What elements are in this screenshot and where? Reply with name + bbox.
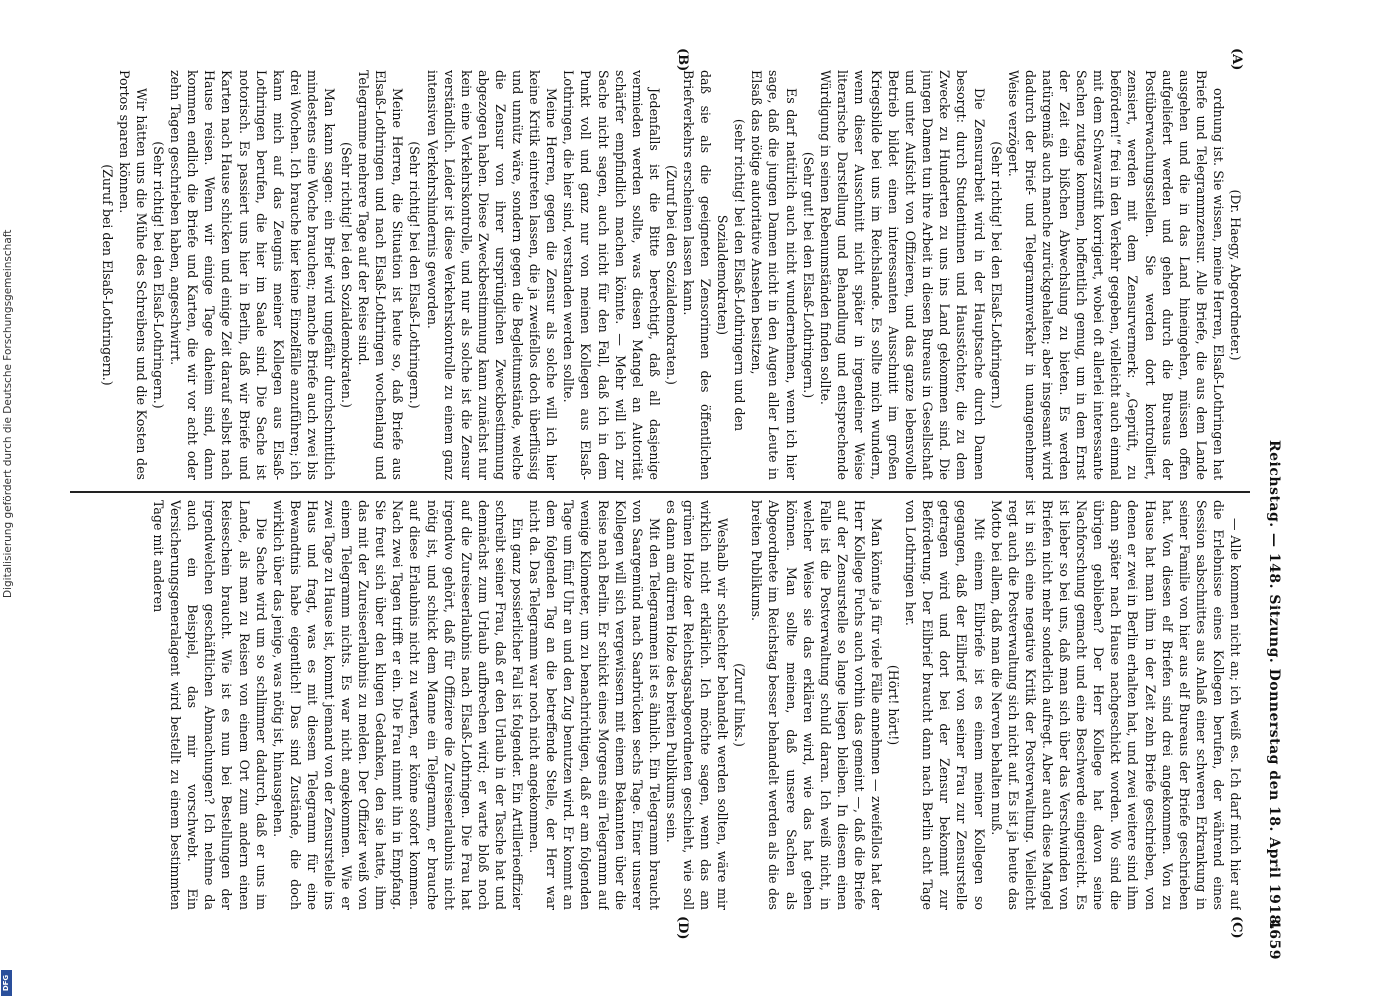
rotated-document-page <box>10 0 1310 1000</box>
column-divider <box>70 491 1250 493</box>
paragraph: Man kann sagen: ein Brief wird ungefähr durchschnittlich mindestens eine Woche brauchen; manche Briefe auch zwei bis drei Wochen. Ich brauche hier keine Einzelfälle anzuführen; ich kann mich auf das Zeugnis meiner Kollegen aus Elsaß-Lothringen berufen, die hier im Saale sind. Die Sache ist notorisch. Es passiert uns hier in Berlin, daß wir Briefe und Karten nach Hause schicken und einige Zeit darauf selbst nach Hause reisen. Wenn wir einige Tage daheim sind, dann kommen endlich die Briefe und Karten, die wir vor acht oder zehn Tagen geschrieben haben, angeschwirrt. <box>168 70 338 480</box>
interjection-line: (sehr richtig! bei den Elsaß-Lothringern und den Sozialdemokraten) <box>715 118 748 432</box>
interjection-line: (Zuruf links.) <box>732 663 748 747</box>
paragraph: ordnung ist. Sie wissen, meine Herren, Elsaß-Lothringen hat Briefe und Telegrammzensur. Alle Briefe, die aus dem Lande ausgehen und die in das Land hineingehen, müssen offen aufgeliefert werden und gehen durch die Bureaus der Postüberwachungsstellen. Sie werden dort kontrolliert, zensiert, werden mit dem Zensurvermerk: „Geprüft, zu befördern!“ frei in den Verkehr gegeben, vielleicht auch einmal mit dem Schwarzstift korrigiert, wobei oft allerlei interessante Sachen zutage kommen, hoffentlich gemug, um in dem Ernst der Zeit ein bißchen Abwechslung zu bieten. Es werden natürgemäß auch manche zurückgehalten; aber insgesamt wird dadurch der Brief- und Telegrammverkehr in unangenehmer Weise verzögert. <box>1005 70 1226 480</box>
paragraph: Weshalb wir schlechter behandelt werden sollten, wäre mir wirklich nicht erklärlich. Ich möchte sagen, wenn das am grünen Holze der Reichstagsabgeordneten geschieht, wie soll es dann am dürren Holze des breiten Publikums sein. <box>663 500 731 910</box>
margin-marker-d: (D) <box>675 916 690 940</box>
interjection-line: (Zuruf bei den Elsaß-Lothringern.) <box>99 164 115 386</box>
paragraph: Man könnte ja für viele Fälle annehmen — zweifellos hat der Herr Kollege Fuchs auch vorhin das gemeint —, daß die Briefe auf der Zensurstelle so lange liegen bleiben. In diesem einen Falle ist die Postverwaltung schuld daran. Ich weiß nicht, in welcher Weise sie das erklären wird, wie das hat gehen können. Man sollte meinen, daß unsere Sachen als Abgeordnete im Reichstag besser behandelt werden als die des breiten Publikums. <box>749 500 885 910</box>
page-header <box>1258 60 1282 960</box>
interjection-line: (Sehr richtig! bei den Sozialdemokraten.) <box>339 142 355 408</box>
dfg-logo-text: DFG <box>2 974 11 992</box>
interjection-line: (Sehr gut! bei den Elsaß-Lothringern.) <box>800 151 816 399</box>
page-number: 4659 <box>1266 919 1282 960</box>
paragraph: daß sie als die geeigneten Zensorinnen des öffentlichen Briefverkehrs erscheinen lassen kann. <box>681 70 714 480</box>
paragraph: Ein ganz possierlicher Fall ist folgender. Ein Artillerieoffizier schreibt seiner Frau, daß er den Urlaub in der Tasche hat und demnächst zum Urlaub aufbrechen wird; er warte bloß noch auf die Zureiseerlaubnis nach Elsaß-Lothringen. Die Frau hat irgendwo gehört, daß für Offiziere die Zureiseerlaubnis nicht nötig ist, und schickt dem Manne ein Telegramm, er brauche auf diese Erlaubnis nicht zu warten, er könne sofort kommen. Nach zwei Tagen trifft er ein. Die Frau nimmt ihn in Empfang. Sie freut sich über den klugen Gedanken, den sie hatte, ihm das mit der Zureiseerlaubnis zu melden. Der Offizier weiß von einem Telegramm nichts. Es war nicht angekommen. Wie er zwei Tage zu Hause ist, kommt jemand von der Zensurstelle ins Haus und fragt, was es mit diesem Telegramm für eine Bewandtnis habe eigentlich! Das sind Zustände, die doch wirklich über das jenige, was nötig ist, hinausgehen. <box>270 500 526 910</box>
paragraph: Die Zensurarbeit wird in der Hauptsache durch Damen besorgt: durch Studentinnen und Hausstöchter, die zu dem Zwecke zu Hunderten zu uns ins Land gekommen sind. Die jungen Damen tun ihre Arbeit in diesen Bureaus in Gesellschaft und unter Aufsicht von Offizieren, und das ganze lebensvolle Betrieb bildet einen interessanten Ausschnitt im großen Kriegsbilde bei uns im Reichslande. Es sollte mich wundern, wenn dieser Ausschnitt nicht später in irgendeiner Weise literarische Darstellung und Behandlung und entsprechende Würdigung in seinen Rebenumständen finden sollte. <box>817 70 987 480</box>
interjection-line: (Sehr richtig! bei den Elsaß-Lothringern.) <box>988 141 1004 409</box>
margin-marker-b: (B) <box>675 48 690 72</box>
interjection-line: (Hört! hört!) <box>886 664 902 746</box>
paragraph: Es darf natürlich auch nicht wundernehmen, wenn ich hier sage, daß die jungen Damen nicht in den Augen aller Leute in Elsaß das nötige autoritative Ansehen besitzen, <box>749 70 799 480</box>
left-text-column <box>74 70 1244 480</box>
interjection-line: (Dr. Haegy, Abgeordneter.) <box>1228 189 1243 361</box>
paragraph: — Alle kommen nicht an; ich weiß es. Ich darf mich hier auf die Erlebnisse eines Kollegen berufen, der während eines Session sabschnittes aus Anlaß einer schweren Erkrankung in seiner Familie von hier aus elf Bureaus der Briefe geschrieben hat. Von diesen elf Briefen sind drei angekommen. Von zu Hause hat man ihm in der Zeit zehn Briefe geschrieben, von denen er zwei in Berlin erhalten hat, und zwei weitere sind ihm dann später nach Hause nachgeschickt worden. Wo sind die übrigen geblieben? Der Herr Kollege hat davon seine Nachforschung gemacht und eine Beschwerde eingereicht. Es ist lieber so bei uns, daß man sich über das Verschwinden von Briefen nicht mehr sonderlich aufregt. Aber auch diese Mangel ist in sich eine negative Kritik der Postverwaltung. Vielleicht regt auch die Postverwaltung sich nicht auf. Es ist ja heute das Motto bei allem, daß man die Nerven behalten muß. <box>988 500 1243 910</box>
paragraph: Wir hätten uns die Mühe des Schreibens und die Kosten des Portos sparen können. <box>116 70 149 480</box>
interjection-line: (Zuruf bei den Sozialdemokraten.) <box>663 165 679 385</box>
paragraph: Mit den Telegrammen ist es ähnlich. Ein Telegramm braucht von Saargemünd nach Saarbrücken sechs Tage. Einer unserer Kollegen will sich vergewissern mit einem Bekannten über die Reise nach Berlin. Er schickt eines Morgens ein Telegramm auf wenige Kilometer, um zu benachrichtigen, daß er am folgenden Tage um fünf Uhr an und den Zug benutzen wird. Er kommt an dem folgenden Tag an die betreffende Stelle, der Herr war nicht da. Das Telegramm war noch nicht angekommen. <box>527 500 662 910</box>
right-text-column <box>74 500 1244 910</box>
interjection-line: (Sehr richtig! bei den Elsaß-Lothringern.) <box>407 141 423 409</box>
page-title: Reichstag. — 148. Sitzung. Donnerstag den 18. April 1918. <box>1266 440 1282 931</box>
margin-marker-a: (A) <box>1229 48 1244 71</box>
paragraph: Die Sache wird um so schlimmer dadurch, daß er uns im Lande, als man zu Reisen von einem Ort zum andern einen Reiseschein braucht. Wie ist es nun bei Bestellungen der irgendwelchen geschäftlichen Abmachungen? Ich nehme da auch ein Beispiel, das mir vorschwebt. Ein Versicherungsgeneralagent wird bestellt zu einem bestimmten Tage mit anderen <box>151 500 269 910</box>
paragraph: Meine Herren, die Situation ist heute so, daß Briefe aus Elsaß-Lothringen und nach Elsaß-Lothringen wochenlang und Telegramme mehrere Tage auf der Reise sind. <box>356 70 406 480</box>
paragraph: Mit einem Eilbriefe ist es einem meiner Kollegen so gegangen, daß der Eilbrief von seiner Frau zur Zensurstelle getragen wird und dort bei der Zensur bekommt zur Beförderung. Der Eilbrief braucht dann nach Berlin acht Tage von Lothringen her. <box>903 500 987 910</box>
digitization-credit: Digitalisierung gefördert durch die Deutsche Forschungsgemeinschaft <box>2 229 14 598</box>
paragraph: Jedenfalls ist die Bitte berechtigt, daß all dasjenige vermieden werden sollte, was diesen Mangel an Autorität schärfer empfindlich machen könnte. — Mehr will ich zur Sache nicht sagen, auch nicht für den Fall, daß ich in dem Punkt voll und ganz nur von meinen Kollegen aus Elsaß-Lothringen, die hier sind, verstanden werden sollte. <box>561 70 662 480</box>
paragraph: Meine Herren, gegen die Zensur als solche will ich hier keine Kritik eintreten lassen, die ja zweifellos doch überflüssig und unnütz wäre, sondern gegen die Begleitumstände, welche die Zensur von ihrer ursprünglichen Zweckbestimmung abgezogen haben. Diese Zweckbestimmung kann zunächst nur kein eine Verkehrskontrolle, und nur als solche ist die Zensur verständlich. Leider ist diese Verkehrskontrolle zu einem ganz intensiven Verkehrshindernis geworden. <box>424 70 560 480</box>
interjection-line: (Sehr richtig! bei den Elsaß-Lothringern.) <box>151 141 167 409</box>
margin-marker-c: (C) <box>1229 916 1244 939</box>
dfg-logo <box>1 970 12 996</box>
